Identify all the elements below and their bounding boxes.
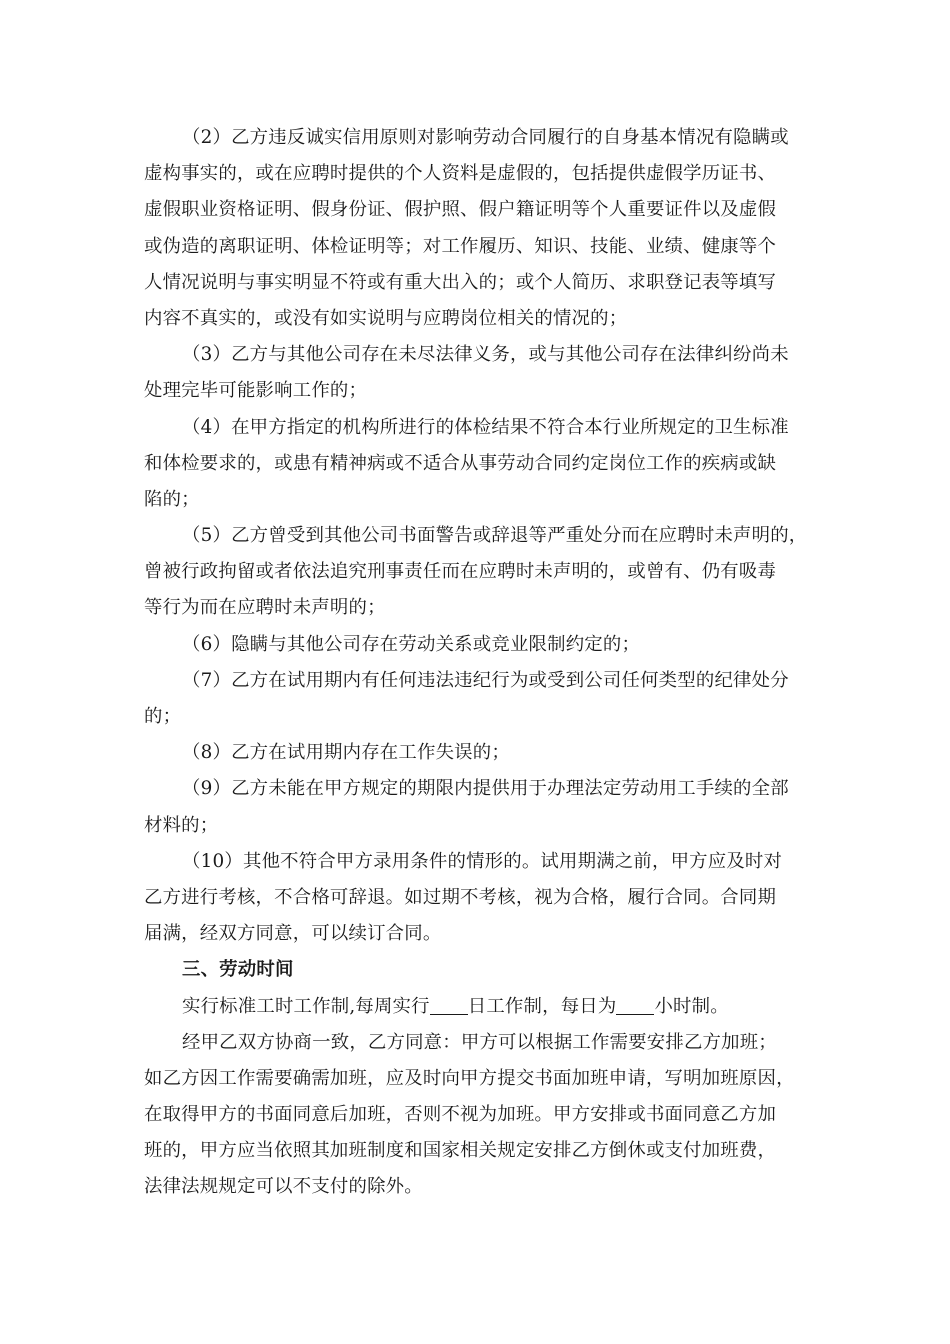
clause-2-line-6: 内容不真实的，或没有如实说明与应聘岗位相关的情况的； bbox=[144, 307, 628, 329]
clause-4-line-3: 陷的； bbox=[144, 488, 200, 510]
clause-5-line-1: （5）乙方曾受到其他公司书面警告或辞退等严重处分而在应聘时未声明的， bbox=[182, 525, 808, 547]
work-time-line bbox=[144, 989, 814, 1025]
clause-10-line-2: 乙方进行考核，不合格可辞退。如过期不考核，视为合格，履行合同。合同期 bbox=[144, 886, 777, 908]
section-heading: 三、劳动时间 bbox=[182, 959, 294, 981]
work-time-text-3: 小时制。 bbox=[654, 995, 729, 1017]
clause-5-line-3: 等行为而在应聘时未声明的； bbox=[144, 597, 386, 619]
clause-2-line-1: （2）乙方违反诚实信用原则对影响劳动合同履行的自身基本情况有隐瞒或 bbox=[182, 127, 789, 148]
clause-9-line-1: （9）乙方未能在甲方规定的期限内提供用于办理法定劳动用工手续的全部 bbox=[182, 778, 789, 800]
clause-2-line-4: 或伪造的离职证明、体检证明等；对工作履历、知识、技能、业绩、健康等个 bbox=[144, 235, 777, 257]
work-time-text-2: 日工作制，每日为 bbox=[467, 995, 617, 1017]
overtime-line-2: 如乙方因工作需要确需加班，应及时向甲方提交书面加班申请，写明加班原因， bbox=[144, 1067, 795, 1089]
overtime-line-5: 法律法规规定可以不支付的除外。 bbox=[144, 1176, 423, 1198]
clause-3-line-1: （3）乙方与其他公司存在未尽法律义务，或与其他公司存在法律纠纷尚未 bbox=[182, 344, 789, 366]
overtime-line-4: 班的，甲方应当依照其加班制度和国家相关规定安排乙方倒休或支付加班费， bbox=[144, 1140, 777, 1162]
hours-blank-field bbox=[616, 994, 654, 1015]
clause-2-line-5: 人情况说明与事实明显不符或有重大出入的；或个人简历、求职登记表等填写 bbox=[144, 271, 777, 293]
clause-4-line-1: （4）在甲方指定的机构所进行的体检结果不符合本行业所规定的卫生标准 bbox=[182, 416, 789, 438]
overtime-line-1: 经甲乙双方协商一致，乙方同意：甲方可以根据工作需要安排乙方加班； bbox=[182, 1031, 777, 1053]
clause-2-line-3: 虚假职业资格证明、假身份证、假护照、假户籍证明等个人重要证件以及虚假 bbox=[144, 199, 777, 221]
clause-5-line-2: 曾被行政拘留或者依法追究刑事责任而在应聘时未声明的，或曾有、仍有吸毒 bbox=[144, 561, 777, 583]
work-time-text-1: 实行标准工时工作制,每周实行 bbox=[182, 995, 430, 1017]
clause-8-line-1: （8）乙方在试用期内存在工作失误的； bbox=[182, 742, 510, 764]
days-blank-field bbox=[430, 994, 468, 1015]
clause-10-line-3: 届满，经双方同意，可以续订合同。 bbox=[144, 923, 442, 945]
clause-10-line-1: （10）其他不符合甲方录用条件的情形的。试用期满之前，甲方应及时对 bbox=[182, 850, 783, 872]
clause-4-line-2: 和体检要求的，或患有精神病或不适合从事劳动合同约定岗位工作的疾病或缺 bbox=[144, 452, 777, 474]
overtime-line-3: 在取得甲方的书面同意后加班，否则不视为加班。甲方安排或书面同意乙方加 bbox=[144, 1104, 777, 1126]
clause-7-line-1: （7）乙方在试用期内有任何违法违纪行为或受到公司任何类型的纪律处分 bbox=[182, 669, 789, 691]
clause-2-line-2: 虚构事实的，或在应聘时提供的个人资料是虚假的，包括提供虚假学历证书、 bbox=[144, 163, 777, 185]
document-body bbox=[144, 120, 814, 1206]
clause-9-line-2: 材料的； bbox=[144, 814, 219, 836]
clause-7-line-2: 的； bbox=[144, 706, 182, 727]
clause-6-line-1: （6）隐瞒与其他公司存在劳动关系或竞业限制约定的； bbox=[182, 633, 641, 655]
clause-3-line-2: 处理完毕可能影响工作的； bbox=[144, 380, 368, 402]
